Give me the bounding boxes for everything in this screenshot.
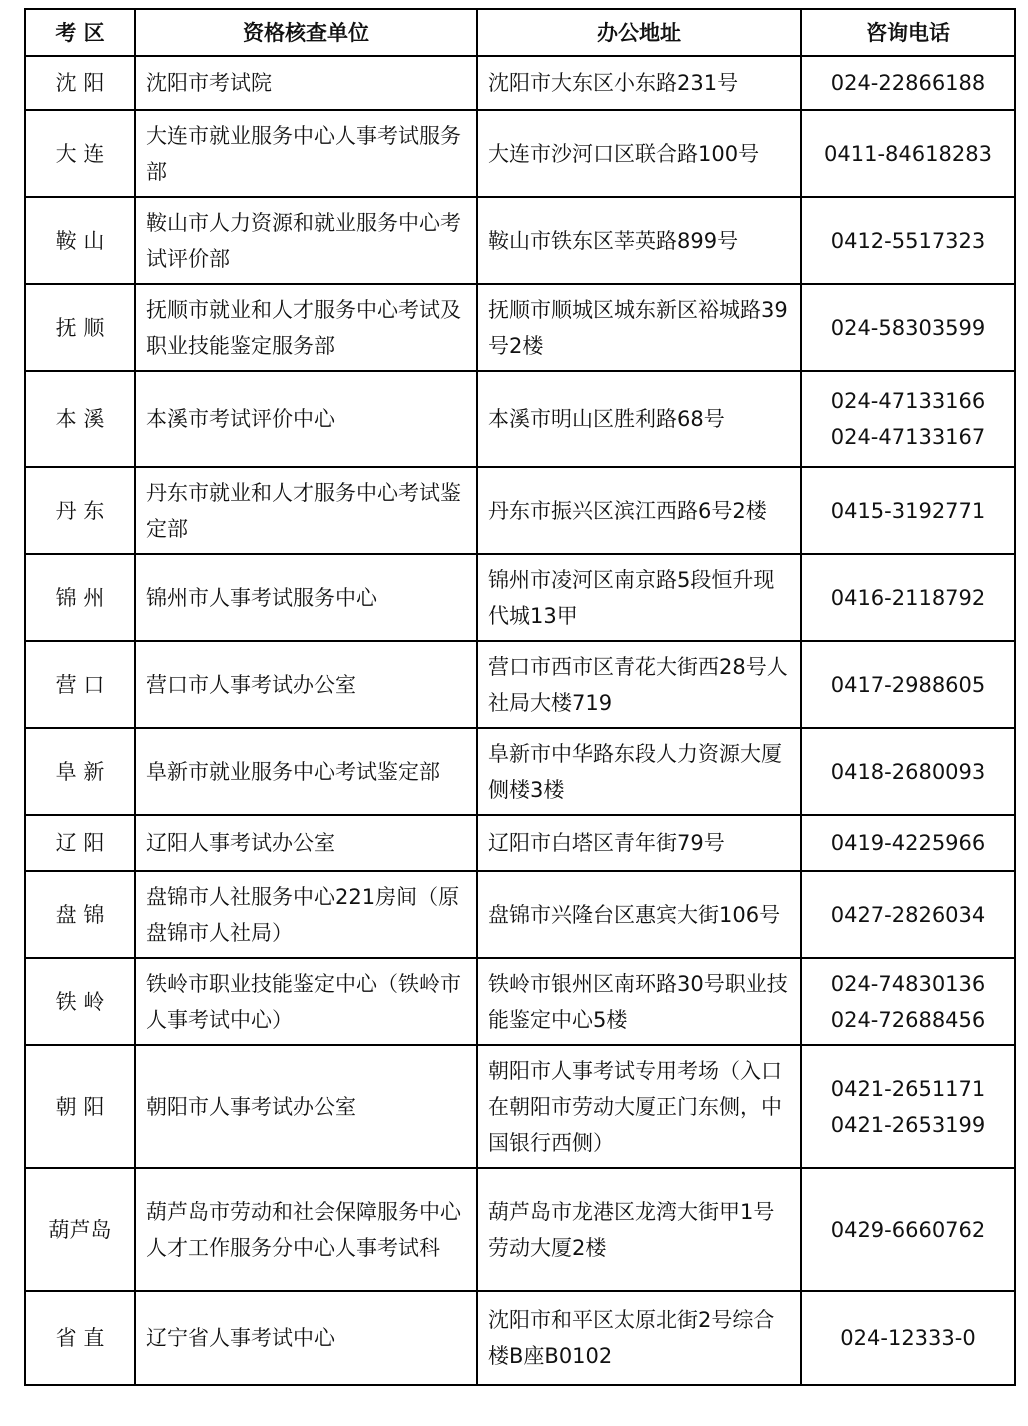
exam-area-cell: 省 直 (25, 1291, 135, 1385)
verification-unit-cell: 鞍山市人力资源和就业服务中心考试评价部 (135, 197, 477, 284)
exam-area-cell: 铁 岭 (25, 958, 135, 1045)
phone-number: 0429-6660762 (830, 1217, 986, 1242)
office-address-cell: 朝阳市人事考试专用考场（入口在朝阳市劳动大厦正门东侧，中国银行西侧） (477, 1045, 801, 1168)
office-address-cell: 铁岭市银州区南环路30号职业技能鉴定中心5楼 (477, 958, 801, 1045)
phone-cell (801, 371, 1015, 467)
verification-unit-cell: 盘锦市人社服务中心221房间（原盘锦市人社局） (135, 871, 477, 958)
phone-number: 0412-5517323 (830, 228, 986, 253)
office-address-cell: 沈阳市和平区太原北街2号综合楼B座B0102 (477, 1291, 801, 1385)
verification-unit-cell: 丹东市就业和人才服务中心考试鉴定部 (135, 467, 477, 554)
phone-number: 024-12333-0 (840, 1326, 976, 1350)
office-address-cell: 鞍山市铁东区莘英路899号 (477, 197, 801, 284)
exam-contact-table (24, 8, 1016, 1386)
exam-area-cell: 鞍 山 (25, 197, 135, 284)
verification-unit-cell: 阜新市就业服务中心考试鉴定部 (135, 728, 477, 815)
phone-cell (801, 815, 1015, 871)
office-address-cell: 丹东市振兴区滨江西路6号2楼 (477, 467, 801, 554)
table-row (25, 284, 1015, 371)
phone-number: 0411-84618283 (824, 141, 992, 166)
phone-cell (801, 197, 1015, 284)
exam-area-cell: 丹 东 (25, 467, 135, 554)
table-row (25, 1045, 1015, 1168)
phone-number: 024-47133166 (830, 389, 986, 413)
verification-unit-cell: 葫芦岛市劳动和社会保障服务中心人才工作服务分中心人事考试科 (135, 1168, 477, 1291)
phone-number: 0416-2118792 (830, 585, 986, 610)
phone-number: 0417-2988605 (830, 672, 986, 697)
table-row (25, 197, 1015, 284)
phone-number: 024-47133167 (830, 425, 986, 449)
exam-area-cell: 葫芦岛 (25, 1168, 135, 1291)
header-address: 办公地址 (477, 9, 801, 56)
office-address-cell: 营口市西市区青花大街西28号人社局大楼719 (477, 641, 801, 728)
phone-number: 0418-2680093 (830, 759, 986, 784)
phone-number: 024-58303599 (830, 315, 986, 340)
header-unit: 资格核查单位 (135, 9, 477, 56)
header-phone: 咨询电话 (801, 9, 1015, 56)
verification-unit-cell: 锦州市人事考试服务中心 (135, 554, 477, 641)
phone-number: 024-22866188 (830, 71, 986, 95)
table-row (25, 728, 1015, 815)
office-address-cell: 本溪市明山区胜利路68号 (477, 371, 801, 467)
table-row (25, 871, 1015, 958)
table-header-row (25, 9, 1015, 56)
table-row (25, 554, 1015, 641)
table-row (25, 641, 1015, 728)
verification-unit-cell: 本溪市考试评价中心 (135, 371, 477, 467)
phone-cell (801, 284, 1015, 371)
office-address-cell: 锦州市凌河区南京路5段恒升现代城13甲 (477, 554, 801, 641)
phone-cell (801, 1291, 1015, 1385)
office-address-cell: 盘锦市兴隆台区惠宾大街106号 (477, 871, 801, 958)
exam-area-cell: 本 溪 (25, 371, 135, 467)
phone-number: 024-72688456 (830, 1007, 986, 1032)
phone-number: 0421-2653199 (830, 1112, 986, 1137)
table-body (25, 56, 1015, 1385)
verification-unit-cell: 营口市人事考试办公室 (135, 641, 477, 728)
exam-area-cell: 阜 新 (25, 728, 135, 815)
phone-cell (801, 1168, 1015, 1291)
phone-number: 0427-2826034 (830, 902, 986, 927)
table-row (25, 958, 1015, 1045)
table-row (25, 815, 1015, 871)
table-row (25, 1291, 1015, 1385)
verification-unit-cell: 沈阳市考试院 (135, 56, 477, 110)
office-address-cell: 沈阳市大东区小东路231号 (477, 56, 801, 110)
office-address-cell: 阜新市中华路东段人力资源大厦侧楼3楼 (477, 728, 801, 815)
exam-area-cell: 辽 阳 (25, 815, 135, 871)
phone-cell (801, 554, 1015, 641)
phone-number: 024-74830136 (830, 971, 986, 996)
table-row (25, 56, 1015, 110)
phone-cell (801, 1045, 1015, 1168)
verification-unit-cell: 朝阳市人事考试办公室 (135, 1045, 477, 1168)
phone-cell (801, 467, 1015, 554)
phone-cell (801, 871, 1015, 958)
office-address-cell: 辽阳市白塔区青年街79号 (477, 815, 801, 871)
phone-number: 0415-3192771 (830, 498, 986, 523)
table-row (25, 371, 1015, 467)
phone-cell (801, 728, 1015, 815)
verification-unit-cell: 辽宁省人事考试中心 (135, 1291, 477, 1385)
verification-unit-cell: 抚顺市就业和人才服务中心考试及职业技能鉴定服务部 (135, 284, 477, 371)
phone-cell (801, 958, 1015, 1045)
verification-unit-cell: 辽阳人事考试办公室 (135, 815, 477, 871)
verification-unit-cell: 铁岭市职业技能鉴定中心（铁岭市人事考试中心） (135, 958, 477, 1045)
office-address-cell: 葫芦岛市龙港区龙湾大街甲1号劳动大厦2楼 (477, 1168, 801, 1291)
office-address-cell: 抚顺市顺城区城东新区裕城路39号2楼 (477, 284, 801, 371)
header-area: 考 区 (25, 9, 135, 56)
exam-area-cell: 沈 阳 (25, 56, 135, 110)
table-row (25, 1168, 1015, 1291)
office-address-cell: 大连市沙河口区联合路100号 (477, 110, 801, 197)
exam-area-cell: 大 连 (25, 110, 135, 197)
exam-area-cell: 营 口 (25, 641, 135, 728)
verification-unit-cell: 大连市就业服务中心人事考试服务部 (135, 110, 477, 197)
phone-number: 0421-2651171 (830, 1076, 986, 1101)
phone-number: 0419-4225966 (830, 831, 986, 855)
phone-cell (801, 641, 1015, 728)
exam-area-cell: 朝 阳 (25, 1045, 135, 1168)
exam-area-cell: 抚 顺 (25, 284, 135, 371)
table-row (25, 467, 1015, 554)
table-row (25, 110, 1015, 197)
exam-area-cell: 锦 州 (25, 554, 135, 641)
exam-area-cell: 盘 锦 (25, 871, 135, 958)
phone-cell (801, 110, 1015, 197)
phone-cell (801, 56, 1015, 110)
